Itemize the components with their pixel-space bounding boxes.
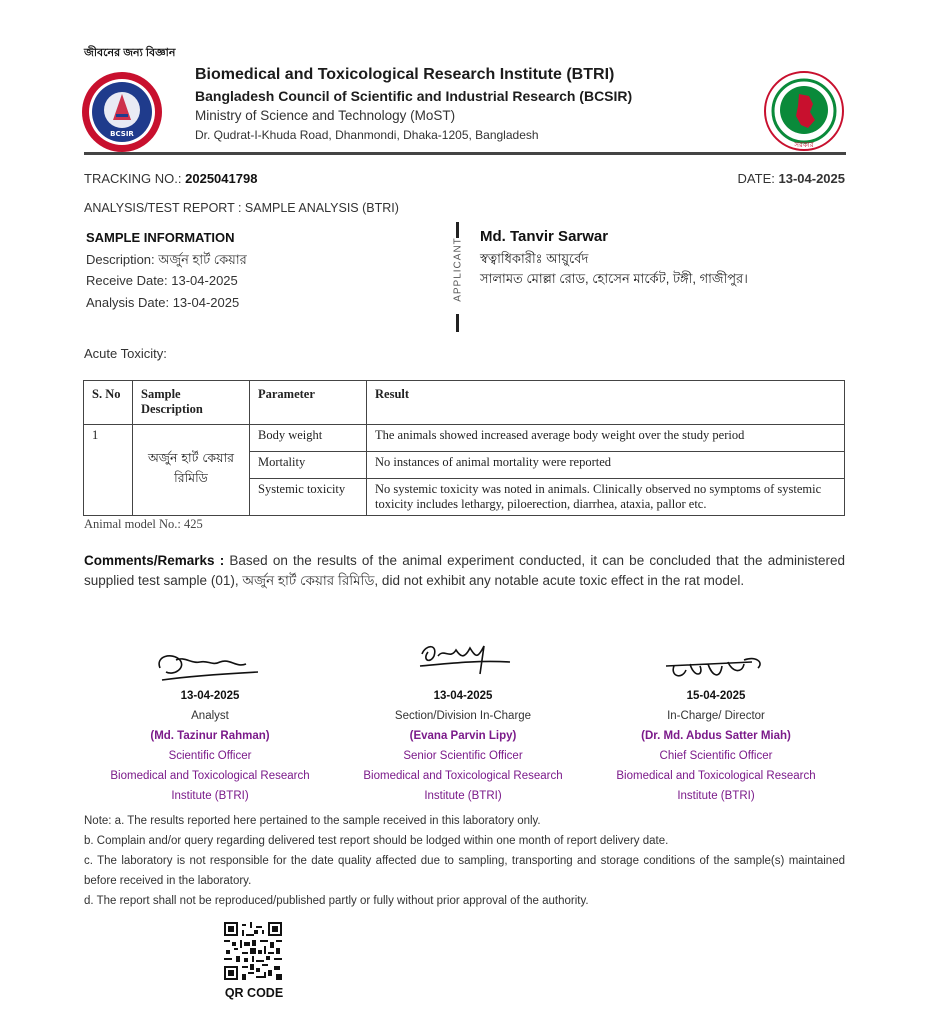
- date-value: 13-04-2025: [778, 171, 845, 186]
- cell-parameter: Systemic toxicity: [250, 479, 367, 516]
- signature-role: Analyst: [191, 710, 229, 722]
- note-d: d. The report shall not be reproduced/published partly or fully without prior approval of the authority.: [84, 895, 589, 907]
- cell-parameter: Mortality: [250, 452, 367, 479]
- institute-address: Dr. Qudrat-I-Khuda Road, Dhanmondi, Dhaka-1205, Bangladesh: [195, 128, 539, 142]
- sample-info-heading: SAMPLE INFORMATION: [86, 230, 235, 245]
- cell-sno: 1: [84, 425, 133, 516]
- government-emblem: [763, 70, 845, 152]
- tracking-number: [84, 171, 257, 186]
- report-title: ANALYSIS/TEST REPORT : SAMPLE ANALYSIS (BTRI): [84, 201, 399, 215]
- applicant-bar-bottom: [456, 314, 459, 332]
- qr-code-label: QR CODE: [224, 986, 284, 1000]
- note-b: b. Complain and/or query regarding delivered test report should be lodged within one month of report delivery date.: [84, 835, 669, 847]
- cell-sample: অর্জুন হার্ট কেয়ার রিমিডি: [133, 425, 250, 516]
- cell-result: No systemic toxicity was noted in animals. Clinically observed no symptoms of systemic toxicity includes lethargy, piloerection, diarrhea, ataxia, pallor etc.: [367, 479, 845, 516]
- table-header-row: [84, 381, 845, 425]
- ministry-name: Ministry of Science and Technology (MoST): [195, 108, 456, 123]
- bcsir-logo-text: BCSIR: [110, 130, 134, 138]
- applicant-line1: স্বত্বাধিকারীঃ আয়ুর্বেদ: [480, 251, 589, 266]
- tracking-label: TRACKING NO.:: [84, 171, 182, 186]
- date-label: DATE:: [737, 171, 775, 186]
- signature-date: 13-04-2025: [433, 690, 493, 702]
- header-sno: S. No: [84, 381, 133, 425]
- header-divider: [84, 152, 846, 155]
- signatory-org-short: Institute (BTRI): [677, 790, 755, 802]
- signatory-position: Senior Scientific Officer: [403, 750, 523, 762]
- sample-description: Description: অর্জুন হার্ট কেয়ার: [86, 252, 247, 267]
- report-date: [738, 171, 845, 186]
- applicant-label: APPLICANT: [452, 237, 464, 302]
- signature-block-section-incharge: [333, 686, 593, 806]
- signatory-name: (Dr. Md. Abdus Satter Miah): [641, 730, 791, 742]
- comments-text: Based on the results of the animal experiment conducted, it can be concluded that the administered supplied test sample (01), অর্জুন হার্ট কেয়ার রিমিডি, did not exhibit any notable acute toxic effect in the rat model.: [84, 553, 845, 588]
- council-name: Bangladesh Council of Scientific and Industrial Research (BCSIR): [195, 88, 633, 104]
- signature-date: 15-04-2025: [686, 690, 746, 702]
- comments-remarks: [84, 551, 845, 591]
- tracking-value: 2025041798: [185, 171, 258, 186]
- signature-block-analyst: [80, 686, 340, 806]
- header-parameter: Parameter: [250, 381, 367, 425]
- applicant-address: সালামত মোল্লা রোড, হোসেন মার্কেট, টঙ্গী, গাজীপুর।: [480, 271, 748, 286]
- signatory-position: Chief Scientific Officer: [659, 750, 773, 762]
- signatory-org: Biomedical and Toxicological Research: [616, 770, 816, 782]
- signatory-name: (Evana Parvin Lipy): [409, 730, 517, 742]
- signatory-position: Scientific Officer: [168, 750, 252, 762]
- cell-result: The animals showed increased average body weight over the study period: [367, 425, 845, 452]
- note-a: Note: a. The results reported here pertained to the sample received in this laboratory only.: [84, 815, 541, 827]
- signature-block-director: [586, 686, 846, 806]
- signatory-org: Biomedical and Toxicological Research: [363, 770, 563, 782]
- analyst-signature: [150, 646, 265, 686]
- qr-code: [224, 922, 282, 980]
- animal-model: Animal model No.: 425: [84, 517, 203, 531]
- director-signature: [660, 652, 770, 686]
- note-c: c. The laboratory is not responsible for the date quality affected due to sampling, transporting and storage conditions of the sample(s) maintained before received in the laboratory.: [84, 855, 845, 887]
- signature-date: 13-04-2025: [180, 690, 240, 702]
- signatory-org: Biomedical and Toxicological Research: [110, 770, 310, 782]
- section-title: Acute Toxicity:: [84, 346, 167, 361]
- results-table: [83, 380, 845, 516]
- tagline: জীবনের জন্য বিজ্ঞান: [84, 47, 176, 59]
- signatory-org-short: Institute (BTRI): [424, 790, 502, 802]
- header-result: Result: [367, 381, 845, 425]
- cell-parameter: Body weight: [250, 425, 367, 452]
- analysis-date: Analysis Date: 13-04-2025: [86, 295, 240, 310]
- signature-role: In-Charge/ Director: [667, 710, 765, 722]
- section-incharge-signature: [414, 636, 514, 686]
- signatory-name: (Md. Tazinur Rahman): [150, 730, 270, 742]
- table-row: [84, 425, 845, 452]
- government-emblem-text: সরকার: [794, 141, 814, 149]
- applicant-name: Md. Tanvir Sarwar: [480, 228, 609, 245]
- header-sample: Sample Description: [133, 381, 250, 425]
- bcsir-logo: [80, 70, 164, 154]
- comments-label: Comments/Remarks :: [84, 553, 225, 568]
- cell-result: No instances of animal mortality were reported: [367, 452, 845, 479]
- signature-role: Section/Division In-Charge: [394, 710, 532, 722]
- signatory-org-short: Institute (BTRI): [171, 790, 249, 802]
- institute-name: Biomedical and Toxicological Research Institute (BTRI): [195, 66, 615, 83]
- report-notes: [84, 811, 845, 911]
- receive-date: Receive Date: 13-04-2025: [86, 273, 238, 288]
